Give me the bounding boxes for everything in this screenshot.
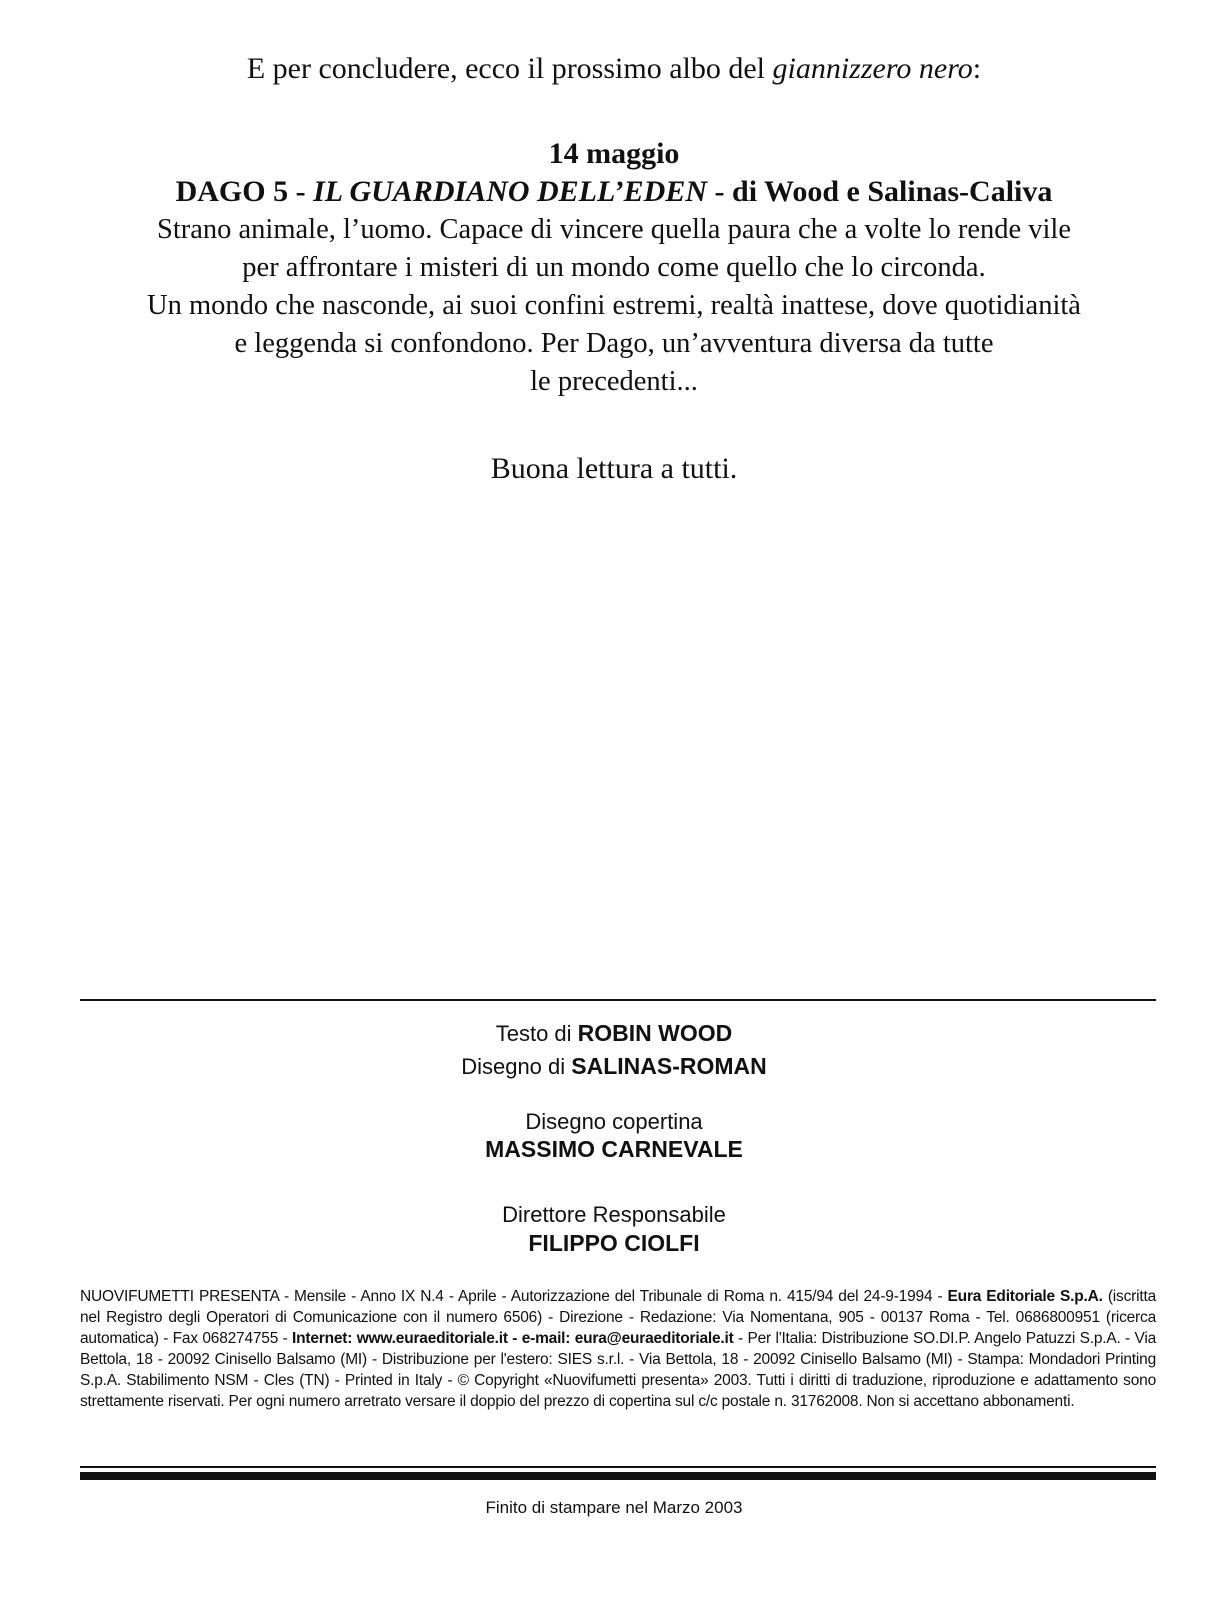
title-italic: IL GUARDIANO DELL’EDEN	[313, 175, 708, 208]
next-issue-title	[60, 173, 1168, 211]
title-prefix: DAGO 5 -	[175, 175, 314, 208]
credit-text-label: Testo di	[495, 1021, 578, 1046]
description-line: le precedenti...	[530, 366, 698, 397]
legal-part1: NUOVIFUMETTI PRESENTA - Mensile - Anno IX N.4 - Aprile - Autorizzazione del Tribunale di Roma n. 415/94 del 24-9-1994 -	[80, 1288, 948, 1305]
credit-drawing-label: Disegno di	[461, 1054, 572, 1079]
legal-part2: (iscritta nel Registro degli Operatori di Comunicazione con il numero 6506) - Direzione - Redazione: Via Nomentana, 905 - 00137 Roma - Tel. 0686800951 (ricerca automatica) - Fax 068274755 -	[80, 1288, 1156, 1347]
next-issue-announcement	[60, 135, 1168, 401]
thick-rule	[80, 1472, 1156, 1480]
thin-rule	[80, 1466, 1156, 1468]
director-name: FILIPPO CIOLFI	[528, 1230, 700, 1256]
credit-cover-name	[0, 1136, 1228, 1163]
description-line: e leggenda si confondono. Per Dago, un’avventura diversa da tutte	[234, 328, 994, 359]
description-line: Strano animale, l’uomo. Capace di vincere quella paura che a volte lo rende vile	[156, 214, 1071, 245]
credit-director-label	[0, 1202, 1228, 1228]
legal-internet: Internet: www.euraeditoriale.it - e-mail: eura@euraeditoriale.it	[292, 1330, 734, 1347]
credit-drawing-name: SALINAS-ROMAN	[571, 1053, 767, 1079]
intro-prefix: E per concludere, ecco il prossimo albo del	[246, 52, 773, 85]
title-suffix: - di Wood e Salinas-Caliva	[707, 175, 1053, 208]
credit-text-name: ROBIN WOOD	[577, 1020, 733, 1046]
release-date: 14 maggio	[548, 137, 680, 170]
legal-publisher: Eura Editoriale S.p.A.	[947, 1288, 1103, 1305]
credit-drawing	[0, 1053, 1228, 1080]
credit-director-name	[0, 1230, 1228, 1257]
divider-rule	[80, 999, 1156, 1001]
intro-italic: giannizzero nero	[772, 52, 973, 85]
double-rule	[80, 1466, 1156, 1480]
legal-part3: - Per l'Italia: Distribuzione SO.DI.P. Angelo Patuzzi S.p.A. - Via Bettola, 18 - 20092 Cinisello Balsamo (MI) - Distribuzione per l'estero: SIES s.r.l. - Via Bettola, 18 - 20092 Cinisello Balsamo (MI) - Stampa: Mondadori Printing S.p.A. Stabilimento NSM - Cles (TN) - Printed in Italy - © Copyright «Nuovifumetti presenta» 2003. Tutti i diritti di traduzione, riproduzione e adattamento sono strettamente riservati. Per ogni numero arretrato versare il doppio del prezzo di copertina sul c/c postale n. 31762008. Non si accettano abbonamenti.	[80, 1330, 1156, 1410]
next-issue-description	[60, 211, 1168, 401]
credit-cover-label	[0, 1109, 1228, 1135]
legal-notice	[80, 1286, 1156, 1412]
description-line: Un mondo che nasconde, ai suoi confini estremi, realtà inattese, dove quotidianità	[147, 290, 1081, 321]
director-label: Direttore Responsabile	[502, 1202, 726, 1227]
cover-name: MASSIMO CARNEVALE	[485, 1136, 743, 1162]
credit-text	[0, 1020, 1228, 1047]
printed-date: Finito di stampare nel Marzo 2003	[485, 1498, 743, 1517]
closing-line: Buona lettura a tutti.	[490, 452, 738, 485]
description-line: per affrontare i misteri di un mondo come quello che lo circonda.	[242, 252, 986, 283]
intro-suffix: :	[972, 52, 982, 85]
intro-line	[0, 52, 1228, 86]
cover-label: Disegno copertina	[525, 1109, 703, 1134]
